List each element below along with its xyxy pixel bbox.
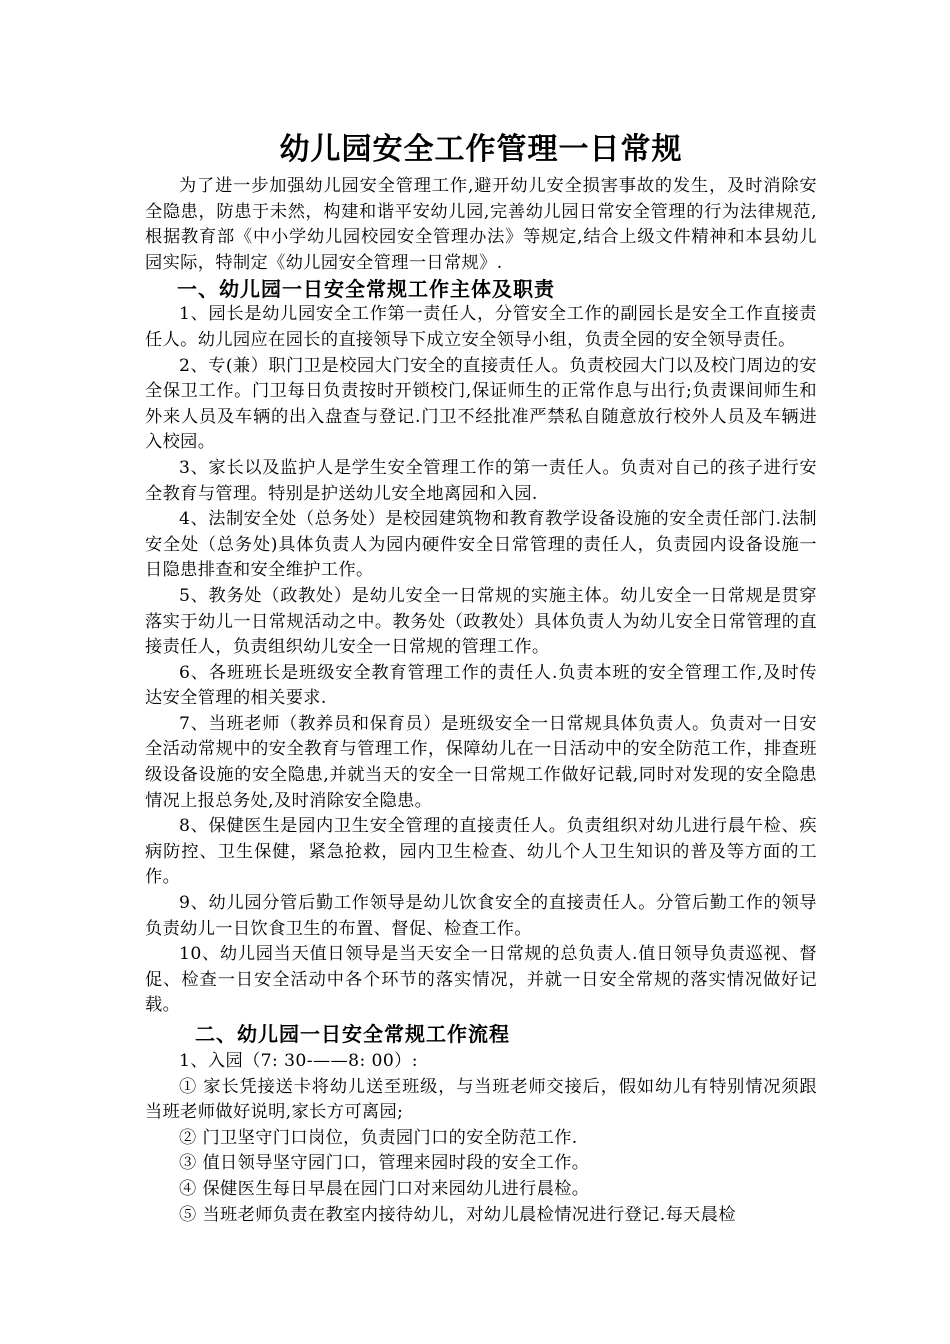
document-body: [145, 128, 817, 1228]
section2-item-2: ① 家长凭接送卡将幼儿送至班级，与当班老师交接后，假如幼儿有特别情况须跟当班老师做好说明,家长方可离园;: [145, 1076, 817, 1123]
section-heading-1: 一、幼儿园一日安全常规工作主体及职责: [177, 277, 555, 302]
section1-item-5: 5、教务处（政教处）是幼儿安全一日常规的实施主体。幼儿安全一日常规是贯穿落实于幼儿一日常规活动之中。教务处（政教处）具体负责人为幼儿安全日常管理的直接责任人，负责组织幼儿安全一日常规的管理工作。: [145, 585, 817, 658]
section1-item-6: 6、各班班长是班级安全教育管理工作的责任人.负责本班的安全管理工作,及时传达安全管理的相关要求.: [145, 662, 817, 709]
section1-item-1: 1、园长是幼儿园安全工作第一责任人，分管安全工作的副园长是安全工作直接责任人。幼儿园应在园长的直接领导下成立安全领导小组，负责全园的安全领导责任。: [145, 304, 817, 350]
section1-item-9: 9、幼儿园分管后勤工作领导是幼儿饮食安全的直接责任人。分管后勤工作的领导负责幼儿一日饮食卫生的布置、督促、检查工作。: [145, 893, 817, 939]
section2-item-1: 1、入园（7: 30-——8: 00）:: [179, 1051, 418, 1071]
section-heading-2: 二、幼儿园一日安全常规工作流程: [195, 1022, 510, 1046]
section1-item-3: 3、家长以及监护人是学生安全管理工作的第一责任人。负责对自己的孩子进行安全教育与管理。特别是护送幼儿安全地离园和入园.: [145, 457, 817, 504]
intro-paragraph: 为了进一步加强幼儿园安全管理工作,避开幼儿安全损害事故的发生，及时消除安全隐患，防患于未然，构建和谐平安幼儿园,完善幼儿园日常安全管理的行为法律规范,根据教育部《中小学幼儿园校园安全管理办法》等规定,结合上级文件精神和本县幼儿园实际，特制定《幼儿园安全管理一日常规》.: [145, 176, 817, 273]
section1-item-4: 4、法制安全处（总务处）是校园建筑物和教育教学设备设施的安全责任部门.法制安全处（总务处)具体负责人为园内硬件安全日常管理的责任人，负责园内设备设施一日隐患排查和安全维护工作。: [145, 509, 817, 581]
section2-item-4: ③ 值日领导坚守园门口，管理来园时段的安全工作。: [179, 1153, 590, 1174]
section2-item-6: ⑤ 当班老师负责在教室内接待幼儿，对幼儿晨检情况进行登记.每天晨检: [179, 1204, 736, 1225]
section2-item-3: ② 门卫坚守门口岗位，负责园门口的安全防范工作.: [179, 1127, 578, 1148]
section2-item-5: ④ 保健医生每日早晨在园门口对来园幼儿进行晨检。: [179, 1178, 590, 1199]
section1-item-8: 8、保健医生是园内卫生安全管理的直接责任人。负责组织对幼儿进行晨午检、疾病防控、卫生保健，紧急抢救，园内卫生检查、幼儿个人卫生知识的普及等方面的工作。: [145, 816, 817, 888]
section1-item-10: 10、幼儿园当天值日领导是当天安全一日常规的总负责人.值日领导负责巡视、督促、检查一日安全活动中各个环节的落实情况，并就一日安全常规的落实情况做好记载。: [145, 944, 817, 1016]
section1-item-2: 2、专(兼）职门卫是校园大门安全的直接责任人。负责校园大门以及校门周边的安全保卫工作。门卫每日负责按时开锁校门,保证师生的正常作息与出行;负责课间师生和外来人员及车辆的出入盘查与登记.门卫不经批准严禁私自随意放行校外人员及车辆进入校园。: [145, 355, 817, 453]
section1-item-7: 7、当班老师（教养员和保育员）是班级安全一日常规具体负责人。负责对一日安全活动常规中的安全教育与管理工作，保障幼儿在一日活动中的安全防范工作，排查班级设备设施的安全隐患,并就当天的安全一日常规工作做好记载,同时对发现的安全隐患情况上报总务处,及时消除安全隐患。: [145, 713, 817, 811]
document-title: 幼儿园安全工作管理一日常规: [279, 132, 683, 167]
